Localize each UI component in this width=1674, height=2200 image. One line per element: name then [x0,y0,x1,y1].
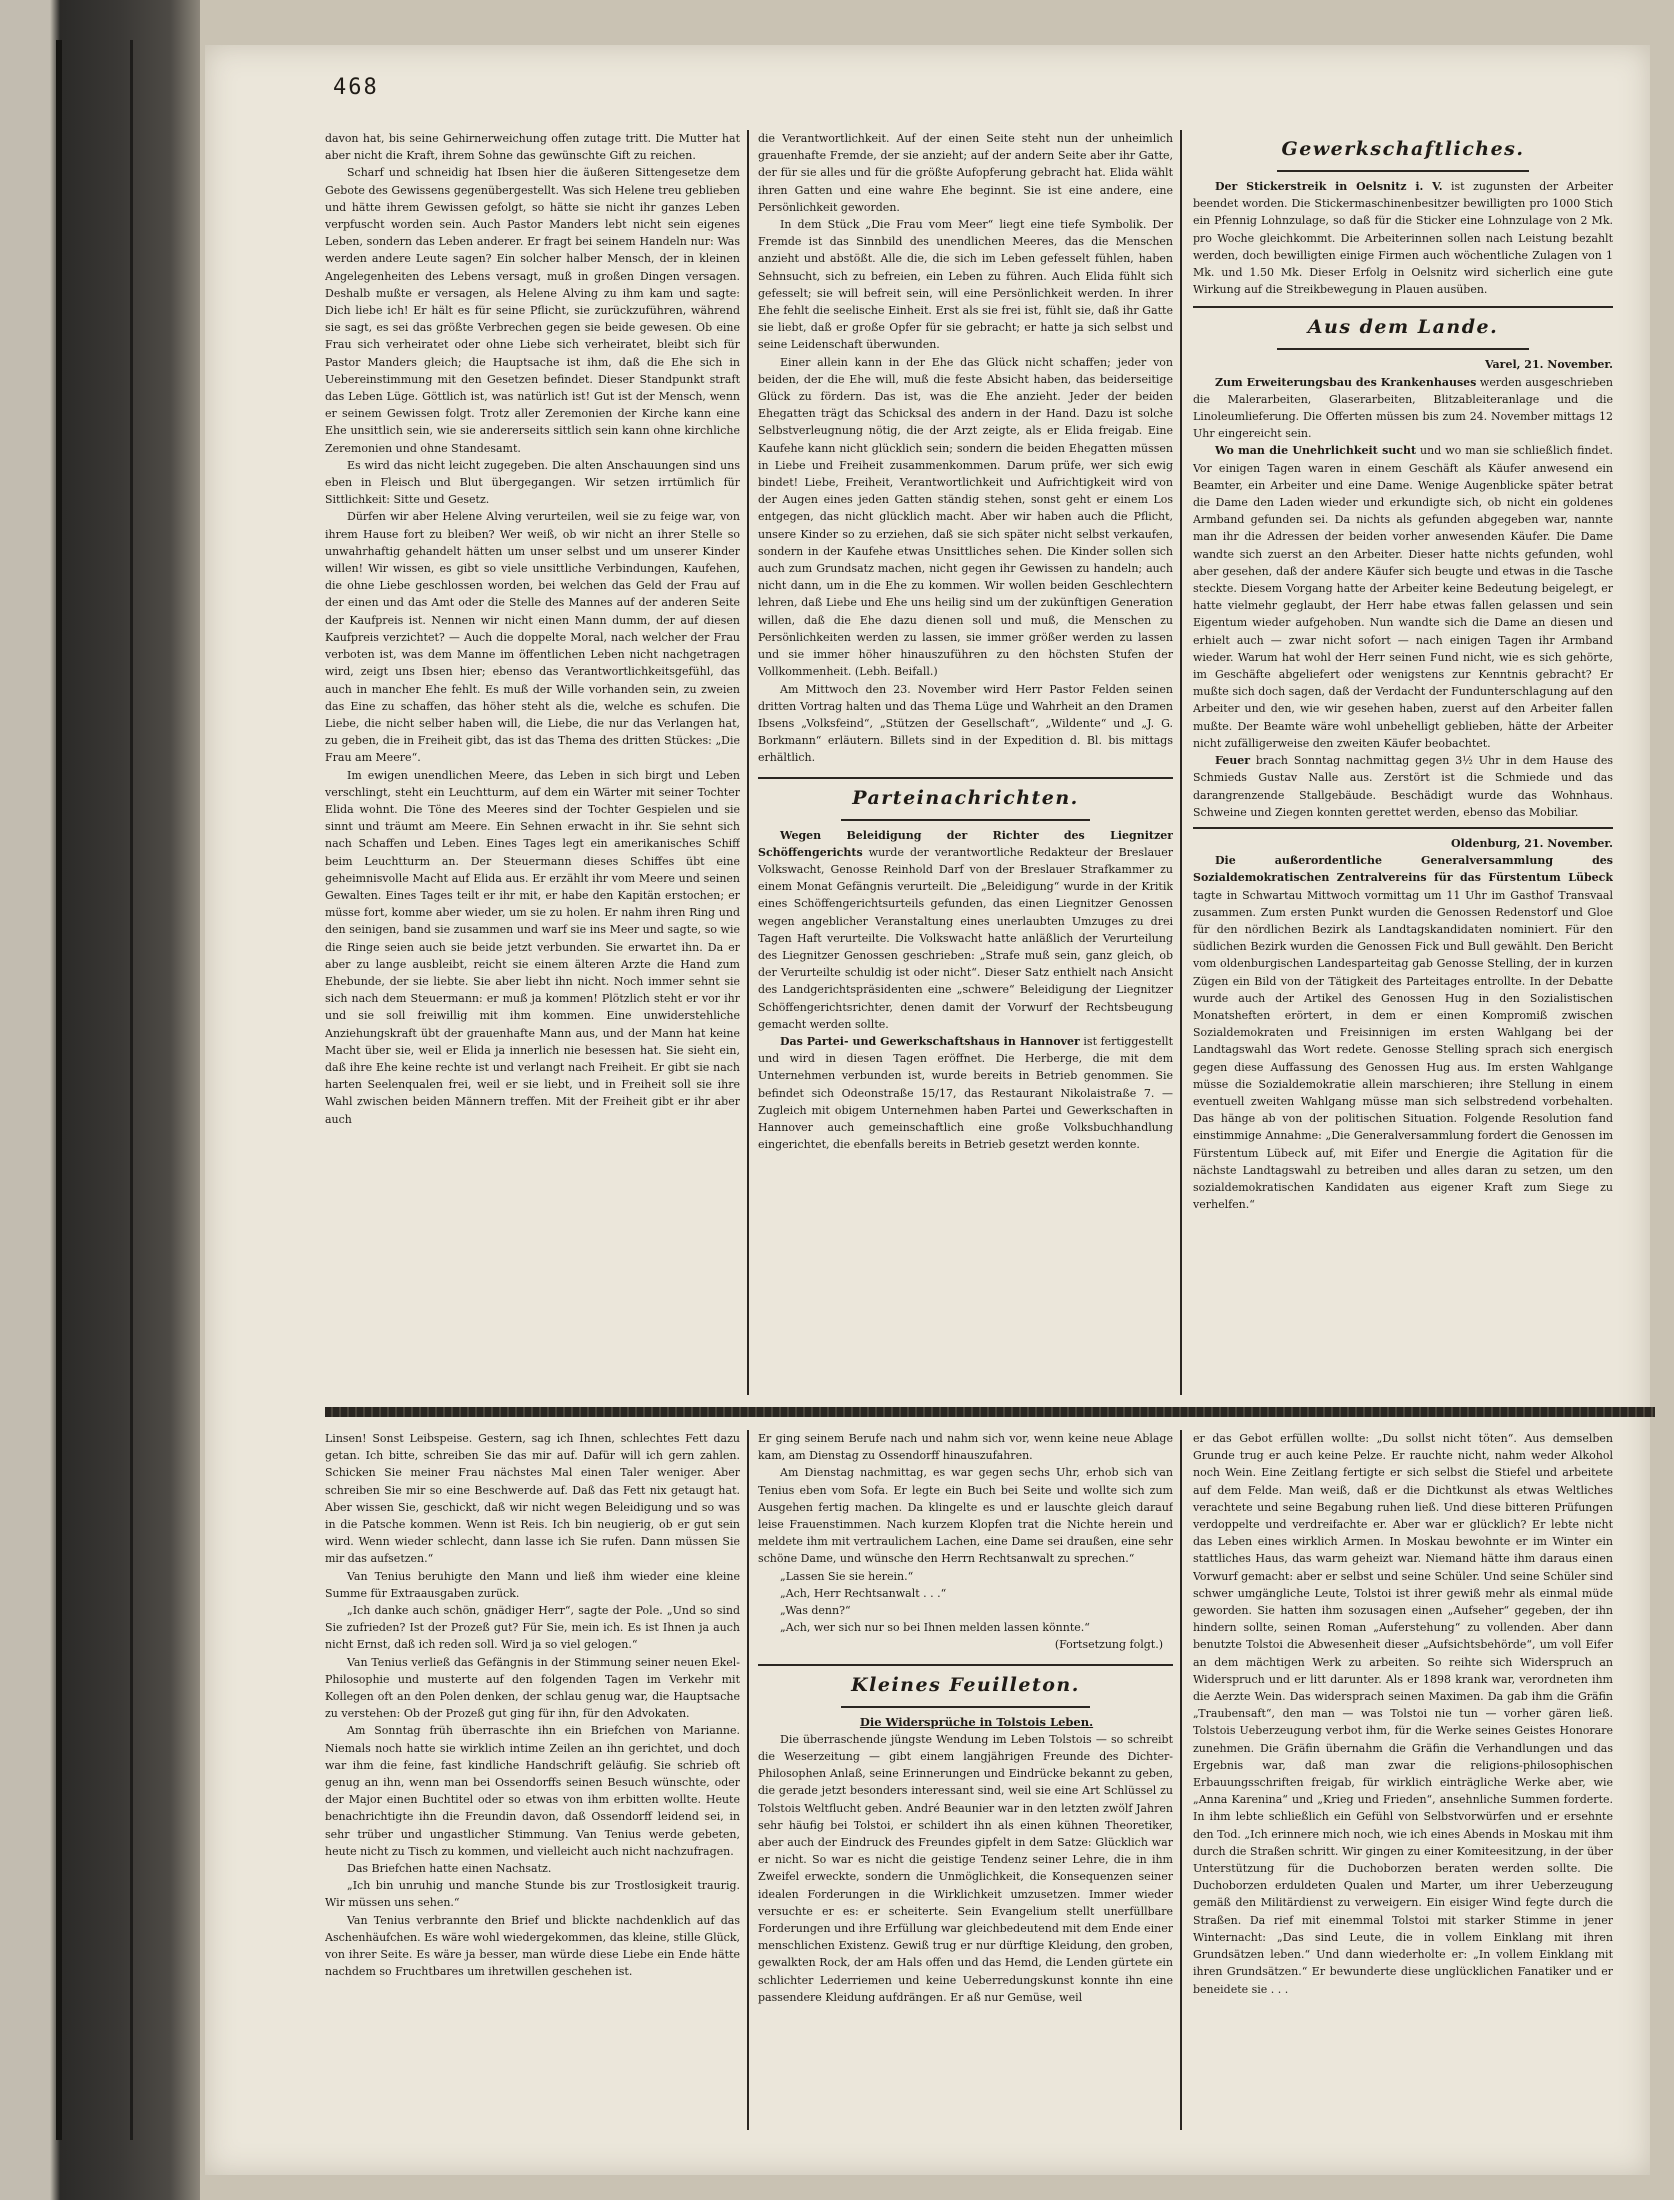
paragraph: Im ewigen unendlichen Meere, das Leben in sich birgt und Leben verschlingt, steht ein Leuchtturm, auf dem ein Wärter mit seiner Tochter Elida wohnt. Die Töne des Meeres sind der Tochter Gespielen und sie sinnt und träumt am Meere. Ein Sehnen erwacht in ihr. Sie sehnt sich nach Schaffen und Leben. Eines Tages legt ein amerikanisches Schiff beim Leuchtturm an. Der Steuermann dieses Schiffes übt eine geheimnisvolle Macht auf Elida aus. Er erzählt ihr vom Meere und seinen Gewalten. Eines Tages teilt er ihr mit, er habe den Kapitän erstochen; er müsse fort, komme aber wieder, um sie zu holen. Er nahm ihren Ring und den seinigen, band sie zusammen und warf sie ins Meer und sagte, so wie die Ringe seien auch sie beide jetzt verbunden. Sie erwartet ihn. Da er aber zu lange ausbleibt, reicht sie einem älteren Arzte die Hand zum Ehebunde, der sie liebte. Sie aber liebt ihn nicht. Noch immer sehnt sie sich nach dem Steuermann: er muß ja kommen! Plötzlich steht er vor ihr und sie soll freiwillig mit ihm kommen. Eine unwiderstehliche Anziehungskraft übt der grauenhafte Mann aus, und der Mann hat keine Macht über sie, weil er Elida ja innerlich nie besessen hat. Sie sieht ein, daß ihre Ehe keine rechte ist und verlangt nach Freiheit. Er gibt sie nach harten Seelenqualen frei, weil er sie liebt, und in Freiheit soll sie ihre Wahl zwischen beiden Männern treffen. Mit der Freiheit gibt er ihr aber auch [325,768,740,1126]
bottom-column-2 [758,1430,1173,2150]
binding-edge [130,40,133,2140]
item-lead: Wo man die Unehrlichkeit sucht [1215,444,1417,458]
item-text: ist fertiggestellt und wird in diesen Tagen eröffnet. Die Herberge, die mit dem Unternehmen verbunden ist, wurde bereits in Betrieb genommen. Sie befindet sich Odeonstraße 15/17, das Restaurant Nikolaistraße 7. — Zugleich mit obigem Unternehmen haben Partei und Gewerkschaften in Hannover auch gemeinschaftlich eine große Volksbuchhandlung eingerichtet, die ebenfalls bereits in Betrieb gesetzt werden konnte. [758,1034,1173,1152]
item-text: wurde der verantwortliche Redakteur der Breslauer Volkswacht, Genosse Reinhold Darf von der Breslauer Strafkammer zu einem Monat Gefängnis verurteilt. Die „Beleidigung“ wurde in der Kritik eines Schöffengerichtsurteils gefunden, das einen Liegnitzer Genossen wegen angeblicher Veranstaltung eines unerlaubten Umzuges zu drei Tagen Haft verurteilte. Die Volkswacht hatte anläßlich der Verurteilung des Liegnitzer Genossen geschrieben: „Strafe muß sein, ganz gleich, ob der Verurteilte schuldig ist oder nicht“. Dieser Satz enthielt nach Ansicht des Landgerichtspräsidenten eine „schwere“ Beleidigung der Liegnitzer Schöffengerichtsrichter, denen damit der Vorwurf der Rechtsbeugung gemacht werden sollte. [758,845,1173,1031]
item-text: tagte in Schwartau Mittwoch vormittag um 11 Uhr im Gasthof Transvaal zusammen. Zum ersten Punkt wurden die Genossen Redenstorf und Gloe für den nördlichen Bezirk als Landtagskandidaten nominiert. Für den südlichen Bezirk wurden die Genossen Fick und Bull gewählt. Den Bericht vom oldenburgischen Landesparteitag gab Genosse Stelling, der in kurzen Zügen ein Bild von der Tätigkeit des Parteitages entrollte. In der Debatte wurde auch der Artikel des Genossen Hug in den Sozialistischen Monatsheften erörtert, in dem er einen Kompromiß zwischen Sozialdemokraten und Freisinnigen im ersten Wahlgang bei der Landtagswahl das Wort redete. Genosse Stelling sprach sich energisch gegen diese Auffassung des Genossen Hug aus. Im ersten Wahlgange müsse die Sozialdemokratie allein marschieren; ihre Stellung in einem eventuell zweiten Wahlgang müsse man sich selbstredend vorbehalten. Das hänge ab von der politischen Situation. Folgende Resolution fand einstimmige Annahme: „Die Generalversammlung fordert die Genossen im Fürstentum Lübeck auf, mit Eifer und Energie die Agitation für die nächste Landtagswahl zu betreiben und alles daran zu setzen, um den sozialdemokratischen Kandidaten aus eigener Kraft zum Siege zu verhelfen.“ [1193,888,1613,1212]
paragraph: Er ging seinem Berufe nach und nahm sich vor, wenn keine neue Ablage kam, am Dienstag zu Ossendorff hinauszufahren. [758,1432,1173,1463]
paragraph: „Lassen Sie sie herein.“ [780,1569,914,1583]
heading-underline [1277,170,1529,172]
item-lead: Die außerordentliche Generalversammlung des Sozialdemokratischen Zentralvereins für das Fürstentum Lübeck [1193,854,1613,885]
section-heading-feuilleton: Kleines Feuilleton. [851,1673,1080,1696]
column-rule [1180,130,1182,1395]
item-lead: Das Partei- und Gewerkschaftshaus in Hannover [780,1034,1080,1048]
item-text: ist zugunsten der Arbeiter beendet worden. Die Stickermaschinenbesitzer bewilligten pro 1000 Stich ein Pfennig Lohnzulage, so daß für die Sticker eine Lohnzulage von 2 Mk. pro Woche gleichkommt. Die Arbeiterinnen sollen nach Leistung bezahlt werden, doch bewilligten einige Firmen auch wöchentliche Zulagen von 1 Mk. und 1.50 Mk. Dieser Erfolg in Oelsnitz wird sicherlich eine gute Wirkung auf die Streikbewegung in Plauen ausüben. [1193,180,1613,297]
item-text: und wo man sie schließlich findet. Vor einigen Tagen waren in einem Geschäft als Käufer anwesend ein Beamter, ein Arbeiter und eine Dame. Wenige Augenblicke später betrat die Dame den Laden wieder und erkundigte sich, ob nicht ein goldenes Armband gefunden sei. Da nichts als gefunden abgegeben war, nannte man ihr die Adressen der beiden vorher anwesenden Käufer. Die Dame wandte sich zuerst an den Arbeiter. Dieser hatte nichts gefunden, wohl aber gesehen, daß der andere Käufer sich beugte und etwas in die Tasche steckte. Diesem Vorgang hatte der Arbeiter keine Bedeutung beigelegt, er hatte vielmehr geglaubt, der Herr habe etwas fallen gelassen und sein Eigentum wieder aufgehoben. Nun wandte sich die Dame an diesen und erhielt auch — zwar nicht sofort — nach einigen Tagen ihr Armband wieder. Warum hat wohl der Herr seinen Fund nicht, wie es sich gehörte, im Geschäfte abgeliefert oder wenigstens zur Kenntnis gebracht? Er mußte sich doch sagen, daß der Verdacht der Fundunterschlagung auf den Arbeiter und den, wie wir gesehen haben, zuerst auf den Arbeiter fallen mußte. Der Beamte wäre wohl unbehelligt geblieben, hätte der Arbeiter nicht zufälligerweise den zweiten Käufer beobachtet. [1193,444,1613,750]
news-item [1193,178,1613,298]
binding-edge [56,40,62,2140]
section-divider [758,777,1173,779]
news-item [1193,852,1613,1213]
continuation-note: (Fortsetzung folgt.) [1054,1638,1163,1652]
paragraph: „Ich danke auch schön, gnädiger Herr“, sagte der Pole. „Und so sind Sie zufrieden? Ist der Prozeß gut? Für Sie, mein ich. Es ist Ihnen ja auch nicht Ernst, daß ich reden soll. Wird ja so viel gelogen.“ [325,1604,740,1652]
paragraph: Scharf und schneidig hat Ibsen hier die äußeren Sittengesetze dem Gebote des Gewissens gegenübergestellt. Was sich Helene treu geblieben und hätte ihrem Gewissen gefolgt, so hätte sie nicht ihr ganzes Leben verpfuscht worden sein. Auch Pastor Manders lebt nicht sein eigenes Leben, sondern das Leben anderer. Er fragt bei seinem Handeln nur: Was werden andere Leute sagen? Ein solcher halber Mensch, der in kleinen Angelegenheiten des Lebens versagt, muß in großen Dingen versagen. Deshalb mußte er versagen, als Helene Alving zu ihm kam und sagte: Dich liebe ich! Er hält es für seine Pflicht, sie zurückzuführen, während sie sagt, es sei das größte Verbrechen gegen sie beide gewesen. Ob eine Frau sich verheiratet oder ohne Liebe sich verheiratet, bleibt sich für Pastor Manders gleich; die Hauptsache ist ihm, daß die Ehe sich in Uebereinstimmung mit den Gesetzen befindet. Dieser Standpunkt straft das Leben Lüge. Göttlich ist, was natürlich ist! Gut ist der Mensch, wenn er seinem Gewissen folgt. Trotz aller Zeremonien der Kirche kann eine Ehe unsittlich sein, wie sie andererseits sittlich sein kann ohne kirchliche Zeremonien und ohne Standesamt. [325,166,740,455]
section-heading-lande: Aus dem Lande. [1307,316,1499,339]
news-item [758,827,1173,1033]
heading-underline [841,819,1090,821]
paragraph: Van Tenius verbrannte den Brief und blickte nachdenklich auf das Aschenhäufchen. Es wäre wohl wiedergekommen, das kleine, stille Glück, von ihrer Seite. Es wäre ja besser, man würde diese Liebe ein Ende hätte nachdem so Fruchtbares um ihretwillen geschehen ist. [325,1913,740,1979]
article-subhead: Die Widersprüche in Tolstois Leben. [859,1714,1094,1729]
heading-underline [841,1706,1090,1708]
top-column-3 [1193,130,1613,1400]
paragraph: „Ach, Herr Rechtsanwalt . . .“ [780,1586,947,1600]
top-column-2 [758,130,1173,1400]
paragraph: davon hat, bis seine Gehirnerweichung offen zutage tritt. Die Mutter hat aber nicht die Kraft, ihrem Sohne das gewünschte Gift zu reichen. [325,132,740,163]
page-number: 468 [333,75,379,100]
section-divider [1193,827,1613,829]
paragraph: Das Briefchen hatte einen Nachsatz. [347,1862,552,1876]
newspaper-page [205,45,1650,2175]
column-rule [747,130,749,1395]
dateline-oldenburg: Oldenburg, 21. November. [1451,836,1613,850]
item-lead: Der Stickerstreik in Oelsnitz i. V. [1215,180,1443,193]
paragraph: „Ich bin unruhig und manche Stunde bis zur Trostlosigkeit traurig. Wir müssen uns sehen.“ [325,1879,740,1910]
item-lead: Feuer [1215,754,1250,768]
paragraph: Van Tenius beruhigte den Mann und ließ ihm wieder eine kleine Summe für Extraausgaben zurück. [325,1569,740,1600]
feuilleton-divider [325,1407,1655,1417]
paragraph: Am Dienstag nachmittag, es war gegen sechs Uhr, erhob sich van Tenius eben vom Sofa. Er legte ein Buch bei Seite und wollte sich zum Ausgehen fertig machen. Da klingelte es und er lauschte gleich darauf leise Frauenstimmen. Nach kurzem Klopfen trat die Nichte herein und meldete ihm mit vertraulichem Lachen, eine Dame sei draußen, eine sehr schöne Dame, und wünsche den Herrn Rechtsanwalt zu sprechen.“ [758,1466,1173,1566]
paragraph: In dem Stück „Die Frau vom Meer“ liegt eine tiefe Symbolik. Der Fremde ist das Sinnbild des unendlichen Meeres, das die Menschen anzieht und abstößt. Alle die, die sich im Leben gefesselt fühlen, haben Sehnsucht, sich zu befreien, ein Leben zu führen. Auch Elida fühlt sich gefesselt; sie will befreit sein, will eine Persönlichkeit werden. In ihrer Ehe fehlt die seelische Einheit. Erst als sie frei ist, fühlt sie, daß ihr Gatte sie liebt, daß er große Opfer für sie gebracht; er hatte ja sich selbst und seine Leidenschaft überwunden. [758,218,1173,352]
news-item [1193,752,1613,821]
paragraph: Die überraschende jüngste Wendung im Leben Tolstois — so schreibt die Weserzeitung — gibt einem langjährigen Freunde des Dichter-Philosophen Anlaß, seine Erinnerungen und Eindrücke bekannt zu geben, die gerade jetzt besonders interessant sind, weil sie eine Art Schlüssel zu Tolstois Weltflucht geben. André Beaunier war in den letzten zwölf Jahren sehr häufig bei Tolstoi, er schildert ihn als einen kühnen Theoretiker, aber auch der Eindruck des Freundes gipfelt in dem Satze: Glücklich war er nicht. So war es nicht die geistige Tendenz seiner Lehre, die in ihm Zweifel erweckte, sondern die Unmöglichkeit, die Konsequenzen seiner idealen Forderungen in die Wirklichkeit umzusetzen. Immer wieder versuchte er es: er scheiterte. Sein Evangelium stellt unerfüllbare Forderungen und ihre Erfüllung war gleichbedeutend mit dem Ende einer menschlichen Existenz. Gewiß trug er nur dürftige Kleidung, den groben, gewalkten Rock, der am Hals offen und das Hemd, die Lenden gürtete ein schlichter Lederriemen und keine Ueberredungskunst konnte ihn eine passendere Kleidung aufdrängen. Er aß nur Gemüse, weil [758,1732,1173,2004]
paragraph: Am Sonntag früh überraschte ihn ein Briefchen von Marianne. Niemals noch hatte sie wirklich intime Zeilen an ihn gerichtet, und doch war ihm die feine, fast kindliche Handschrift geläufig. Sie schrieb oft genug an ihn, wenn man bei Ossendorffs seinen Besuch wünschte, oder der Major einen Buchtitel oder so etwas von ihm erbitten wollte. Heute benachrichtigte ihn die Freundin davon, daß Ossendorff leidend sei, in sehr trüber und ungastlicher Stimmung. Van Tenius werde gebeten, heute nicht zu Tisch zu kommen, und vielleicht auch nicht nachzufragen. [325,1724,740,1858]
bottom-column-3 [1193,1430,1613,2150]
news-item [1193,442,1613,752]
dateline-varel: Varel, 21. November. [1485,358,1613,372]
section-divider [1193,306,1613,308]
paragraph: Es wird das nicht leicht zugegeben. Die alten Anschauungen sind uns eben in Fleisch und Blut übergegangen. Wir setzen irrtümlich für Sittlichkeit: Sitte und Gesetz. [325,458,740,507]
bottom-column-1 [325,1430,740,2150]
item-text: werden ausgeschrieben die Malerarbeiten, Glaserarbeiten, Blitzableiteranlage und die Linoleumlieferung. Die Offerten müssen bis zum 24. November mittags 12 Uhr eingereicht sein. [1193,375,1613,441]
section-heading-partei: Parteinachrichten. [852,786,1079,809]
paragraph: Dürfen wir aber Helene Alving verurteilen, weil sie zu feige war, von ihrem Hause fort zu bleiben? Wer weiß, ob wir nicht an ihrer Stelle so unwahrhaftig gehandelt hätten um unser selbst und um unserer Kinder willen! Wir wissen, es gibt so viele unsittliche Verbindungen, Kaufehen, die ohne Liebe geschlossen worden, bei welchen das Geld der Frau auf der einen und das Amt oder die Stelle des Mannes auf der anderen Seite der Kaufpreis ist. Nennen wir nicht einen Mann dumm, der auf diesen Kaufpreis verzichtet? — Auch die doppelte Moral, nach welcher der Frau verboten ist, was dem Manne im öffentlichen Leben nicht nachgetragen wird, zeigt uns Ibsen hier; ebenso das Verantwortlichkeitsgefühl, das auch in mancher Ehe fehlt. Es muß der Wille vorhanden sein, zu zweien das Eine zu schaffen, das höher steht als die, welche es schufen. Die Liebe, die nicht selber haben will, die Liebe, die nur das Verlangen hat, zu geben, die in Freiheit gibt, das ist das Thema des dritten Stückes: „Die Frau am Meere“. [325,510,740,765]
paragraph: Linsen! Sonst Leibspeise. Gestern, sag ich Ihnen, schlechtes Fett dazu getan. Ich bitte, schreiben Sie das mir auf. Dafür will ich gern zahlen. Schicken Sie meiner Frau nächstes Mal einen Taler weniger. Aber schreiben Sie mir so eine Beschwerde auf. Daß das Fett nix getaugt hat. Aber wissen Sie, geschickt, daß wir nicht wegen Beleidigung und so was in die Patsche kommen. Wenn ist Reis. Ich bin neugierig, ob er gut sein wird. Wenn wieder schlecht, dann lasse ich Sie rufen. Dann müssen Sie mir das aufsetzen.“ [325,1432,740,1566]
section-heading-gewerkschaft: Gewerkschaftliches. [1281,138,1525,160]
top-column-1 [325,130,740,1400]
column-rule [1180,1430,1182,2130]
paragraph: Am Mittwoch den 23. November wird Herr Pastor Felden seinen dritten Vortrag halten und das Thema Lüge und Wahrheit an den Dramen Ibsens „Volksfeind“, „Stützen der Gesellschaft“, „Wildente“ und „J. G. Borkmann“ erläutern. Billets sind in der Expedition d. Bl. bis mittags erhältlich. [758,682,1173,765]
item-lead: Zum Erweiterungsbau des Krankenhauses [1215,375,1477,389]
news-item [1193,374,1613,443]
paragraph: „Ach, wer sich nur so bei Ihnen melden lassen könnte.“ [780,1621,1090,1635]
paragraph: „Was denn?“ [780,1604,851,1618]
paragraph: Einer allein kann in der Ehe das Glück nicht schaffen; jeder von beiden, der die Ehe will, muß die feste Absicht haben, das beiderseitige Glück zu fördern. Das ist, was die Ehe anzieht. Jeder der beiden Ehegatten trägt das Schicksal des andern in der Hand. Dazu ist solche Selbstverleugnung nötig, die der Arzt zeigte, als er Elida freigab. Eine Kaufehe kann nicht glücklich sein; sondern die beiden Ehegatten müssen in Liebe und Freiheit zusammenkommen. Darum prüfe, wer sich ewig bindet! Liebe, Freiheit, Verantwortlichkeit und Aufrichtigkeit wird von der Augen eines jeden Gatten ständig stehen, sonst geht er einem Los entgegen, das nicht glücklich macht. Aber wir haben auch die Pflicht, unsere Kinder so zu erziehen, daß sie sich später nicht selbst verkaufen, sondern in der Kaufehe etwas Unsittliches sehen. Die Kinder sollen sich auch zum Grundsatz machen, nicht gegen ihr Gewissen zu handeln; auch nicht dann, um in die Ehe zu kommen. Wir wollen beiden Geschlechtern lehren, daß Liebe und Ehe uns heilig sind um der zukünftigen Generation willen, daß die Ehe dazu dienen soll und muß, die Menschen zu Persönlichkeiten werden zu lassen, sie immer größer werden zu lassen und sie immer höher hinauszuführen zu den höchsten Stufen der Vollkommenheit. (Lebh. Beifall.) [758,355,1173,679]
paragraph: Van Tenius verließ das Gefängnis in der Stimmung seiner neuen Ekel-Philosophie und musterte auf den folgenden Tagen im Verkehr mit Kollegen oft an den Polen denken, der schlau genug war, die Hauptsache zu verstehen: Ob der Prozeß gut ging für ihn, für den Advokaten. [325,1655,740,1721]
news-item [758,1033,1173,1153]
paragraph: er das Gebot erfüllen wollte: „Du sollst nicht töten“. Aus demselben Grunde trug er auch keine Pelze. Er rauchte nicht, nahm weder Alkohol noch Wein. Eine Zeitlang fertigte er sich selbst die Stiefel und arbeitete auf dem Felde. Man weiß, daß er die Dichtkunst als etwas Weltliches verachtete und seine Begabung ruhen ließ. Und diese bitteren Prüfungen verdoppelte und verdreifachte er. Aber war er glücklich? Er lebte nicht das Leben eines wirklich Armen. In Moskau bewohnte er im Winter ein stattliches Haus, das warm geheizt war. Niemand hätte ihm daraus einen Vorwurf gemacht: aber er selbst und seine Schüler. Und seine Schüler sind schwer umgängliche Leute, Tolstoi ist ihrer gewiß mehr als einmal müde geworden. Sie hatten ihm sozusagen einen „Aufseher“ gegeben, der ihn hindern sollte, seinen Roman „Auferstehung“ zu vollenden. Aber dann benutzte Tolstoi die Abwesenheit dieser „Aufsichtsbehörde“, um voll Eifer an dem mächtigen Werk zu arbeiten. So reihte sich Widerspruch an Widerspruch und er litt darunter. Als er 1898 krank war, verordneten ihm die Aerzte Wein. Das widersprach seinen Maximen. Da gab ihm die Gräfin „Traubensaft“, den man — was Tolstoi nie tun — vorher gären ließ. Tolstois Ueberzeugung verbot ihm, für die Werke seines Geistes Honorare zunehmen. Die Gräfin übernahm die Gräfin die Verhandlungen und das Ergebnis war, daß man zwar die religions-philosophischen Erbauungsschriften freigab, für wirklich einträgliche Werke aber, wie „Anna Karenina“ und „Krieg und Frieden“, ansehnliche Summen forderte. In ihm lebte schließlich ein Gefühl von Selbstvorwürfen und er ersehnte den Tod. „Ich erinnere mich noch, wie ich eines Abends in Moskau mit ihm durch die Straßen schritt. Wir gingen zu einer Komiteesitzung, in der über Unterstützung für die Duchoborzen beraten werden sollte. Die Duchoborzen erduldeten Qualen und Marter, um ihrer Ueberzeugung gemäß den Militärdienst zu verweigern. Ein eisiger Wind fegte durch die Straßen. Da rief mit einemmal Tolstoi mit starker Stimme in jener Winternacht: „Das sind Leute, die in vollem Einklang mit ihren Grundsätzen leben.“ Und dann wiederholte er: „In vollem Einklang mit ihren Grundsätzen.“ Er bewunderte diese unglücklichen Fanatiker und er beneidete sie . . . [1193,1432,1613,1996]
book-binding [0,0,200,2200]
item-text: brach Sonntag nachmittag gegen 3½ Uhr in dem Hause des Schmieds Gustav Nalle aus. Zerstört ist die Schmiede und das darangrenzende Stallgebäude. Beschädigt wurde das Wohnhaus. Schweine und Ziegen konnten gerettet werden, ebenso das Mobiliar. [1193,754,1613,819]
paragraph: die Verantwortlichkeit. Auf der einen Seite steht nun der unheimlich grauenhafte Fremde, der sie anzieht; auf der andern Seite aber ihr Gatte, der für sie alles und für die größte Aufopferung gebracht hat. Elida wählt ihren Gatten und eine wahre Ehe beginnt. Sie ist eine andere, eine Persönlichkeit geworden. [758,132,1173,214]
section-divider [758,1664,1173,1666]
column-rule [747,1430,749,2130]
item-lead: Wegen Beleidigung der Richter des Liegnitzer Schöffengerichts [758,828,1173,859]
heading-underline [1277,348,1529,350]
